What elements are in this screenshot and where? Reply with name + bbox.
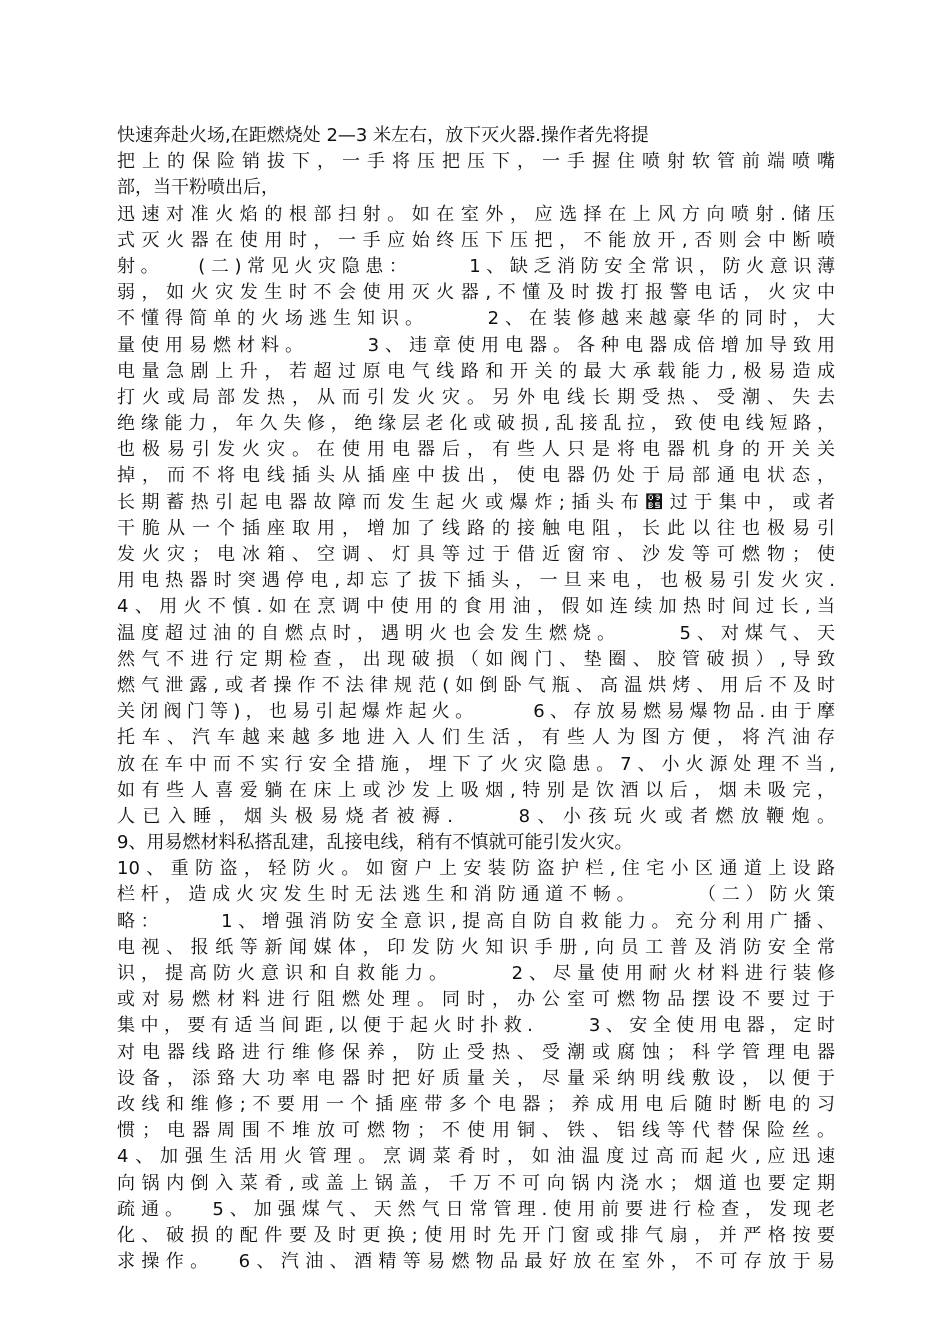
text-line: 栏杆，造成火灾发生时无法逃生和消防通道不畅。 （二）防火策: [117, 884, 835, 906]
text-line: 弱，如火灾发生时不会使用灭火器,不懂及时拨打报警电话，火灾中: [117, 282, 835, 304]
text-line: 关闭阀门等)，也易引起爆炸起火。 6、存放易燃易爆物品.由于摩: [117, 701, 835, 723]
text-line: 4、加强生活用火管理。烹调菜肴时，如油温度过高而起火,应迅速: [117, 1146, 835, 1168]
text-line: 绝缘能力，年久失修，绝缘层老化或破损,乱接乱拉，致使电线短路，: [117, 413, 835, 435]
text-line: 向锅内倒入菜肴,或盖上锅盖，千万不可向锅内浇水；烟道也要定期: [117, 1172, 835, 1194]
text-line: 设备，添臵大功率电器时把好质量关，尽量采纳明线敷设，以便于: [117, 1067, 835, 1089]
text-line: 量使用易燃材料。 3、违章使用电器。各种电器成倍增加导致用: [117, 334, 835, 356]
text-line: 长期蓄热引起电器故障而发生起火或爆炸;插头布঵过于集中，或者: [117, 491, 835, 513]
text-line: 如有些人喜爱躺在床上或沙发上吸烟,特别是饮酒以后，烟未吸完，: [117, 779, 835, 801]
text-line: 或对易燃材料进行阻燃处理。同时，办公室可燃物品摆设不要过于: [117, 989, 835, 1011]
text-line: 射。 (二)常见火灾隐患： 1、缺乏消防安全常识，防火意识薄: [117, 255, 835, 277]
text-line: 迅速对准火焰的根部扫射。如在室外，应选择在上风方向喷射.储压: [117, 203, 835, 225]
text-line: 把上的保险销拔下，一手将压把压下，一手握住喷射软管前端喷嘴: [117, 151, 835, 173]
text-line: 用电热器时突遇停电,却忘了拔下插头，一旦来电，也极易引发火灾.: [117, 570, 835, 592]
text-line: 托车、汽车越来越多地进入人们生活，有些人为图方便，将汽油存: [117, 727, 835, 749]
text-line: 电量急剧上升，若超过原电气线路和开关的最大承载能力,极易造成: [117, 360, 835, 382]
text-line: 发火灾；电冰箱、空调、灯具等过于借近窗帘、沙发等可燃物；使: [117, 544, 835, 565]
document-body: [117, 123, 835, 1275]
text-line: 识，提高防火意识和自救能力。 2、尽量使用耐火材料进行装修: [117, 963, 835, 984]
text-line: 打火或局部发热，从而引发火灾。另外电线长期受热、受潮、失去: [117, 386, 835, 408]
text-line: 集中，要有适当间距,以便于起火时扑救. 3、安全使用电器，定时: [117, 1015, 835, 1037]
text-line: 化、破损的配件要及时更换;使用时先开门窗或排气扇，并严格按要: [117, 1224, 835, 1246]
text-line: 惯；电器周围不堆放可燃物；不使用铜、铁、铝线等代替保险丝。: [117, 1120, 835, 1142]
text-line: 不懂得简单的火场逃生知识。 2、在装修越来越豪华的同时，大: [117, 308, 835, 330]
text-line: 10、重防盗，轻防火。如窗户上安装防盗护栏,住宅小区通道上设路: [117, 858, 835, 880]
text-line: 略： 1、增强消防安全意识,提高自防自救能力。充分利用广播、: [117, 910, 835, 932]
text-line: 燃气泄露,或者操作不法律规范(如倒卧气瓶、高温烘烤、用后不及时: [117, 674, 835, 696]
text-line: 快速奔赴火场,在距燃烧处 2—3 米左右，放下灭火器.操作者先将提: [117, 125, 649, 146]
text-line: 然气不进行定期检查，出现破损（如阀门、垫圈、胶管破损）,导致: [117, 648, 835, 670]
text-line: 也极易引发火灾。在使用电器后，有些人只是将电器机身的开关关: [117, 439, 835, 461]
text-line: 干脆从一个插座取用，增加了线路的接触电阻，长此以往也极易引: [117, 517, 835, 539]
text-line: 人已入睡，烟头极易烧者被褥. 8、小孩玩火或者燃放鞭炮。: [117, 805, 835, 827]
text-line: 掉，而不将电线插头从插座中拔出，使电器仍处于局部通电状态，: [117, 465, 835, 487]
text-line: 部，当干粉喷出后，: [117, 177, 279, 199]
text-line: 温度超过油的自燃点时，遇明火也会发生燃烧。 5、对煤气、天: [117, 622, 835, 644]
text-line: 放在车中而不实行安全措施，埋下了火灾隐患。7、小火源处理不当,: [117, 753, 835, 775]
text-line: 4、用火不慎.如在烹调中使用的食用油，假如连续加热时间过长,当: [117, 596, 835, 618]
text-line: 式灭火器在使用时，一手应始终压下压把，不能放开,否则会中断喷: [117, 229, 835, 251]
text-line: 改线和维修;不要用一个插座带多个电器；养成用电后随时断电的习: [117, 1093, 835, 1115]
text-line: 对电器线路进行维修保养，防止受热、受潮或腐蚀；科学管理电器: [117, 1041, 835, 1063]
text-line: 9、用易燃材料私搭乱建，乱接电线，稍有不慎就可能引发火灾。: [117, 832, 633, 854]
text-line: 疏通。 5、加强煤气、天然气日常管理.使用前要进行检查，发现老: [117, 1198, 835, 1220]
text-line: 求操作。 6、汽油、酒精等易燃物品最好放在室外，不可存放于易: [117, 1251, 835, 1273]
text-line: 电视、报纸等新闻媒体，印发防火知识手册,向员工普及消防安全常: [117, 936, 835, 958]
